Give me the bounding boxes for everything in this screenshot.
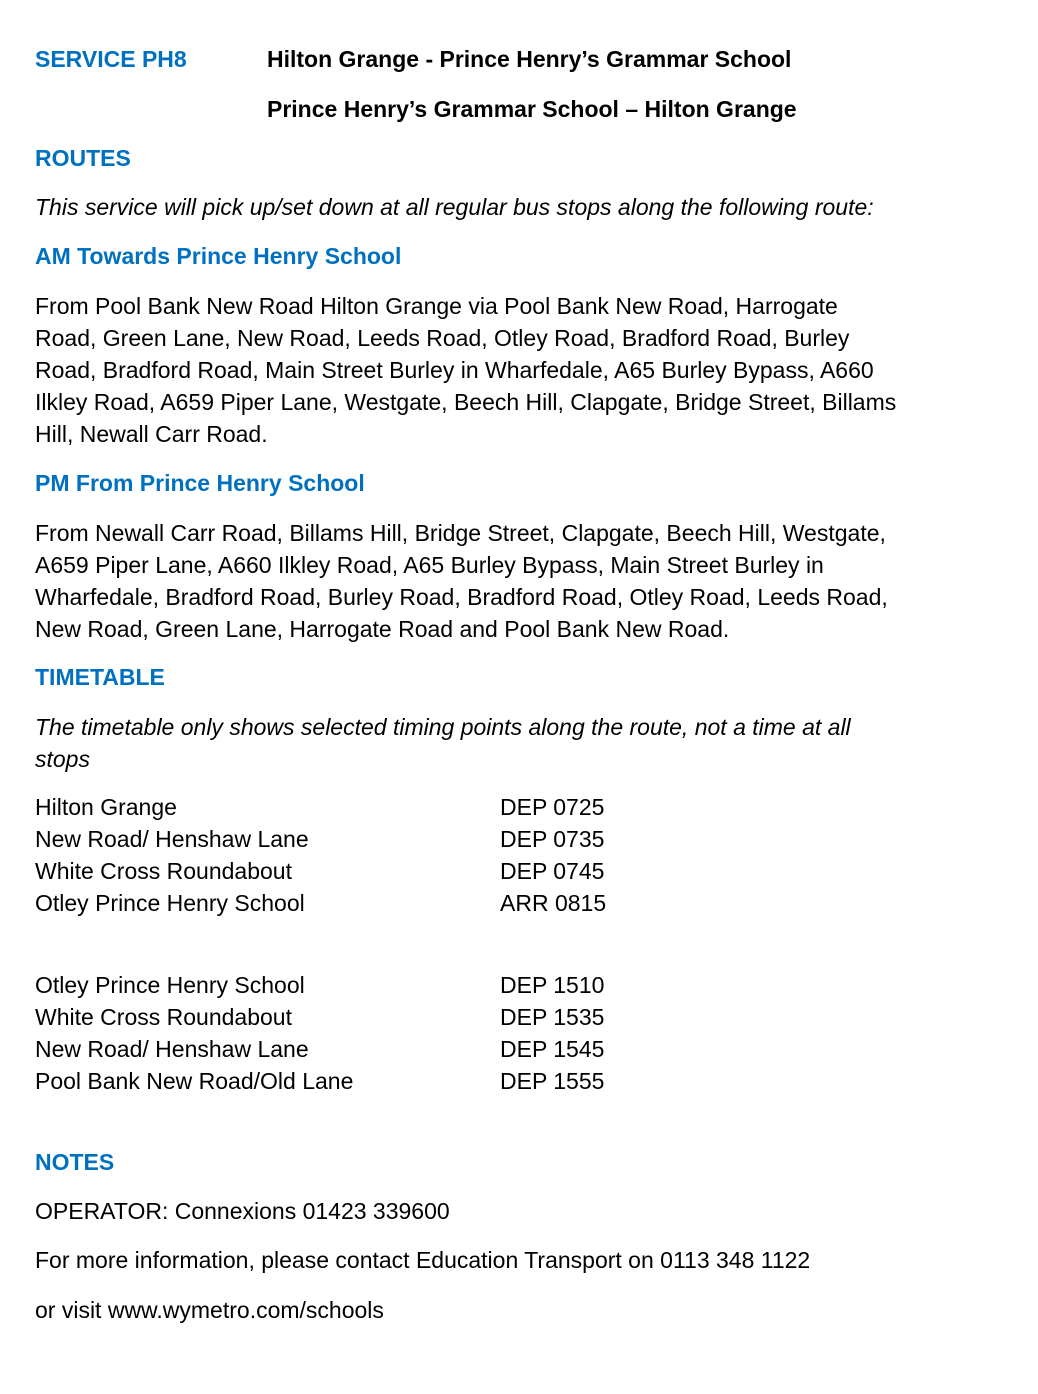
contact-note: For more information, please contact Education Transport on 0113 348 1122 [35, 1247, 811, 1273]
am-route-line: Road, Green Lane, New Road, Leeds Road, Otley Road, Bradford Road, Burley [35, 325, 850, 351]
am-route-line: From Pool Bank New Road Hilton Grange via Pool Bank New Road, Harrogate [35, 293, 838, 319]
timetable-note-line: The timetable only shows selected timing points along the route, not a time at all [35, 714, 851, 740]
timetable-row [35, 1036, 604, 1063]
timetable-note-line: stops [35, 746, 90, 772]
routes-intro: This service will pick up/set down at all regular bus stops along the following route: [35, 194, 874, 220]
timetable-time: ARR 0815 [500, 890, 607, 916]
am-route-description [35, 290, 1020, 450]
timetable-heading: TIMETABLE [35, 664, 165, 690]
timetable-time: DEP 1535 [500, 1004, 605, 1030]
timetable-row [35, 826, 604, 853]
timetable-stop: Pool Bank New Road/Old Lane [35, 1068, 354, 1094]
timetable-stop: Otley Prince Henry School [35, 972, 305, 998]
route-title-outbound: Hilton Grange - Prince Henry’s Grammar School [267, 46, 792, 72]
route-title-return: Prince Henry’s Grammar School – Hilton Grange [267, 96, 797, 122]
timetable-stop: New Road/ Henshaw Lane [35, 1036, 309, 1062]
timetable-row [35, 1004, 604, 1031]
timetable-row [35, 972, 604, 999]
am-route-line: Road, Bradford Road, Main Street Burley in Wharfedale, A65 Burley Bypass, A660 [35, 357, 874, 383]
operator-note: OPERATOR: Connexions 01423 339600 [35, 1198, 450, 1224]
routes-heading: ROUTES [35, 145, 131, 171]
pm-route-heading: PM From Prince Henry School [35, 470, 365, 496]
am-route-line: Hill, Newall Carr Road. [35, 421, 268, 447]
timetable-stop: New Road/ Henshaw Lane [35, 826, 309, 852]
timetable-time: DEP 1555 [500, 1068, 605, 1094]
timetable-stop: Otley Prince Henry School [35, 890, 305, 916]
timetable-time: DEP 1545 [500, 1036, 605, 1062]
timetable-time: DEP 0745 [500, 858, 605, 884]
timetable-note [35, 711, 1020, 775]
website-note[interactable]: or visit www.wymetro.com/schools [35, 1297, 384, 1323]
timetable-time: DEP 0725 [500, 794, 605, 820]
pm-route-line: From Newall Carr Road, Billams Hill, Bridge Street, Clapgate, Beech Hill, Westgate, [35, 520, 886, 546]
am-route-line: Ilkley Road, A659 Piper Lane, Westgate, Beech Hill, Clapgate, Bridge Street, Billams [35, 389, 897, 415]
timetable-stop: White Cross Roundabout [35, 858, 292, 884]
timetable-stop: Hilton Grange [35, 794, 177, 820]
service-code: SERVICE PH8 [35, 46, 187, 72]
timetable-time: DEP 1510 [500, 972, 605, 998]
timetable-row [35, 858, 604, 885]
timetable-row [35, 794, 604, 821]
am-route-heading: AM Towards Prince Henry School [35, 243, 402, 269]
timetable-stop: White Cross Roundabout [35, 1004, 292, 1030]
timetable-row [35, 890, 606, 917]
pm-route-line: New Road, Green Lane, Harrogate Road and Pool Bank New Road. [35, 616, 730, 642]
pm-route-line: A659 Piper Lane, A660 Ilkley Road, A65 Burley Bypass, Main Street Burley in [35, 552, 824, 578]
pm-route-line: Wharfedale, Bradford Road, Burley Road, Bradford Road, Otley Road, Leeds Road, [35, 584, 888, 610]
timetable-time: DEP 0735 [500, 826, 605, 852]
notes-heading: NOTES [35, 1149, 115, 1175]
pm-route-description [35, 517, 1020, 645]
timetable-row [35, 1068, 604, 1095]
